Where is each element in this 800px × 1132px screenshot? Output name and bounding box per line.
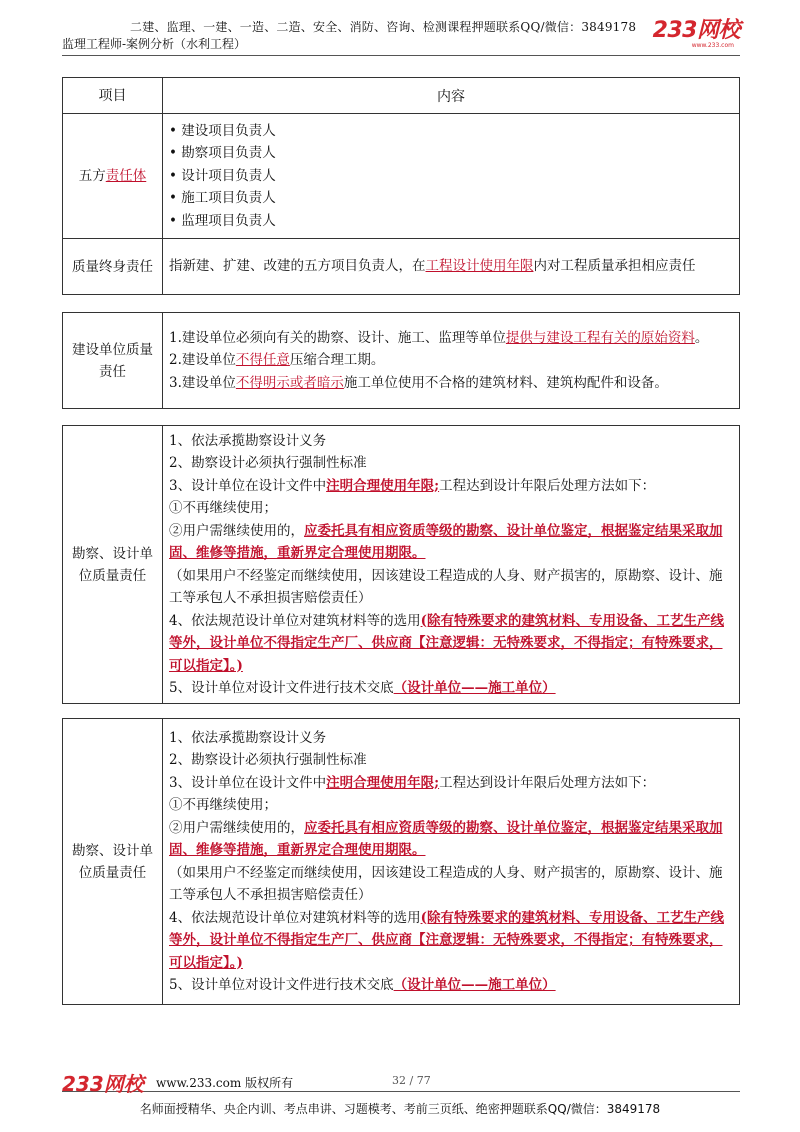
owner-responsibility-text xyxy=(163,313,740,409)
footer-promo: 名师面授精华、央企内训、考点串讲、习题模考、考前三页纸、绝密押题联系QQ/微信：3849178 xyxy=(139,1102,661,1116)
header-course-title: 监理工程师-案例分析（水利工程） xyxy=(62,37,247,51)
header-contact-line: 二建、监理、一建、一造、二造、安全、消防、咨询、检测课程押题联系QQ/微信：3849178 xyxy=(130,20,637,34)
owner-item-3: 3.建设单位不得明示或者暗示施工单位使用不合格的建筑材料、建筑构配件和设备。 xyxy=(169,374,668,391)
lifetime-liability-text: 指新建、扩建、改建的五方项目负责人，在工程设计使用年限内对工程质量承担相应责任 xyxy=(163,239,740,295)
page-header xyxy=(62,18,740,56)
row-label-survey-design: 勘察、设计单位质量责任 xyxy=(63,426,163,704)
footer-copyright: www.233.com 版权所有 xyxy=(156,1076,294,1090)
highlight-responsible-body: 责任体 xyxy=(105,168,147,184)
list-item: • 监理项目负责人 xyxy=(169,210,733,233)
list-item: • 勘察项目负责人 xyxy=(169,142,733,165)
row-label-owner: 建设单位质量责任 xyxy=(63,313,163,409)
footer-logo: 233网校 xyxy=(62,1072,144,1096)
row-label-five-parties: 五方责任体 xyxy=(63,114,163,239)
survey-design-text: 1、依法承揽勘察设计义务 2、勘察设计必须执行强制性标准 3、设计单位在设计文件中注明合理使用年限;工程达到设计年限后处理方法如下： ①不再继续使用； ②用户需继续使用的，应委托具有相应资质等级的勘察、设计单位鉴定，根据鉴定结果采取加固、维修等措施，重新界定合理使用期限。 （如果用户不经鉴定而继续使用，因该建设工程造成的人身、财产损害的，原勘察、设计、施工等承包人不承担损害赔偿责任） 4、依法规范设计单位对建筑材料等的选用(除有特殊要求的建筑材料、专用设备、工艺生产线等外，设计单位不得指定生产厂、供应商【注意逻辑：无特殊要求，不得指定；有特殊要求，可以指定】。) 5、设计单位对设计文件进行技术交底（设计单位——施工单位） xyxy=(163,719,740,1005)
survey-design-text: 1、依法承揽勘察设计义务 2、勘察设计必须执行强制性标准 3、设计单位在设计文件中注明合理使用年限;工程达到设计年限后处理方法如下： ①不再继续使用； ②用户需继续使用的，应委托具有相应资质等级的勘察、设计单位鉴定，根据鉴定结果采取加固、维修等措施，重新界定合理使用期限。 （如果用户不经鉴定而继续使用，因该建设工程造成的人身、财产损害的，原勘察、设计、施工等承包人不承担损害赔偿责任） 4、依法规范设计单位对建筑材料等的选用(除有特殊要求的建筑材料、专用设备、工艺生产线等外，设计单位不得指定生产厂、供应商【注意逻辑：无特殊要求，不得指定；有特殊要求，可以指定】。) 5、设计单位对设计文件进行技术交底（设计单位——施工单位） xyxy=(163,426,740,704)
column-header-item: 项目 xyxy=(63,78,163,114)
list-item: • 设计项目负责人 xyxy=(169,165,733,188)
list-item: • 建设项目负责人 xyxy=(169,120,733,143)
page-footer xyxy=(62,1068,740,1096)
page-number: 32 / 77 xyxy=(392,1074,431,1087)
survey-design-table-2 xyxy=(62,718,740,1005)
survey-design-table-1 xyxy=(62,425,740,704)
row-label-survey-design: 勘察、设计单位质量责任 xyxy=(63,719,163,1005)
responsibility-table xyxy=(62,77,740,295)
five-parties-list xyxy=(163,114,740,239)
list-item: • 施工项目负责人 xyxy=(169,187,733,210)
owner-item-2: 2.建设单位不得任意压缩合理工期。 xyxy=(169,352,385,369)
owner-item-1: 1.建设单位必须向有关的勘察、设计、施工、监理等单位提供与建设工程有关的原始资料。 xyxy=(169,329,709,346)
highlight-design-life: 工程设计使用年限 xyxy=(425,258,534,275)
row-label-lifetime-liability: 质量终身责任 xyxy=(63,239,163,295)
column-header-content: 内容 xyxy=(163,78,740,114)
brand-logo-url: www.233.com xyxy=(691,42,734,49)
owner-responsibility-table xyxy=(62,312,740,409)
brand-logo: 233网校 xyxy=(652,18,740,43)
